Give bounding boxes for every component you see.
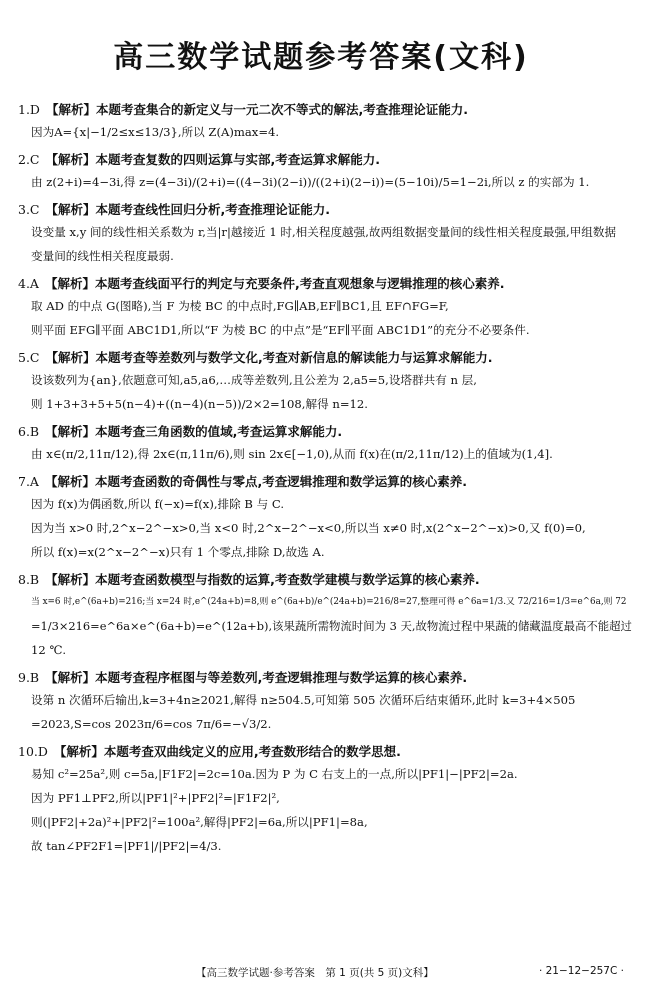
solution-body	[18, 590, 632, 662]
solution-line: 设变量 x,y 间的线性相关系数为 r,当|r|越接近 1 时,相关程度越强,故两组数据变量间的线性相关程度最强,甲组数据变量间的线性相关程度最弱.	[31, 225, 617, 263]
question-item	[18, 200, 624, 268]
solution-line: 取 AD 的中点 G(图略),当 F 为棱 BC 的中点时,FG∥AB,EF∥BC1,且 EF∩FG=F,	[31, 299, 449, 313]
question-summary: 本题考查线面平行的判定与充要条件,考查直观想象与逻辑推理的核心素养.	[94, 276, 505, 291]
question-number: 1.D	[18, 102, 40, 117]
question-number: 9.B	[18, 670, 40, 685]
solution-body	[18, 170, 624, 194]
question-summary: 本题考查三角函数的值域,考查运算求解能力.	[95, 424, 343, 439]
solution-line: 12 ℃.	[31, 643, 67, 657]
solution-line: 则平面 EFG∥平面 ABC1D1,所以“F 为棱 BC 的中点”是“EF∥平面 ABC1D1”的充分不必要条件.	[31, 323, 530, 337]
question-summary: 本题考查函数模型与指数的运算,考查数学建模与数学运算的核心素养.	[95, 572, 480, 587]
question-item	[18, 472, 624, 564]
solution-line: 由 z(2+i)=4−3i,得 z=(4−3i)/(2+i)=((4−3i)(2−i))/((2+i)(2−i))=(5−10i)/5=1−2i,所以 z 的实部为 1.	[31, 175, 590, 189]
question-header	[18, 742, 624, 762]
solution-line: 则(|PF2|+2a)²+|PF2|²=100a²,解得|PF2|=6a,所以|PF1|=8a,	[31, 815, 368, 829]
question-item	[18, 422, 624, 466]
question-item	[18, 274, 624, 342]
solution-line: 因为 f(x)为偶函数,所以 f(−x)=f(x),排除 B 与 C.	[31, 497, 285, 511]
question-number: 5.C	[18, 350, 40, 365]
question-summary: 本题考查程序框图与等差数列,考查逻辑推理与数学运算的核心素养.	[95, 670, 468, 685]
question-item	[18, 668, 624, 736]
question-item	[18, 348, 624, 416]
solution-line: 当 x=6 时,e^(6a+b)=216;当 x=24 时,e^(24a+b)=8,则 e^(6a+b)/e^(24a+b)=216/8=27,整理可得 e^6a=1/3.又 72/216=1/3=e^6a,则 72	[31, 597, 627, 607]
question-number: 8.B	[18, 572, 40, 587]
solution-body	[18, 220, 624, 268]
solution-body	[18, 442, 624, 466]
question-number: 10.D	[18, 744, 48, 759]
question-item	[18, 570, 632, 662]
solution-line: 由 x∈(π/2,11π/12),得 2x∈(π,11π/6),则 sin 2x∈[−1,0),从而 f(x)在(π/2,11π/12)上的值域为(1,4].	[31, 447, 553, 461]
question-item	[18, 100, 624, 144]
question-number: 2.C	[18, 152, 40, 167]
question-summary: 本题考查线性回归分析,考查推理论证能力.	[95, 202, 330, 217]
solution-line: 则 1+3+3+5+5(n−4)+((n−4)(n−5))/2×2=108,解得 n=12.	[31, 397, 368, 411]
solution-body	[18, 688, 624, 736]
question-list	[18, 100, 632, 858]
footer-page-info: 【高三数学试题·参考答案 第 1 页(共 5 页)文科】	[196, 967, 434, 979]
question-number: 3.C	[18, 202, 40, 217]
solution-line: 所以 f(x)=x(2^x−2^−x)只有 1 个零点,排除 D,故选 A.	[31, 545, 325, 559]
analysis-tag: 【解析】	[44, 474, 95, 489]
solution-line: =2023,S=cos 2023π/6=cos 7π/6=−√3/2.	[31, 717, 272, 731]
solution-line: 易知 c²=25a²,则 c=5a,|F1F2|=2c=10a.因为 P 为 C 右支上的一点,所以|PF1|−|PF2|=2a.	[31, 767, 518, 781]
question-header	[18, 348, 624, 368]
question-summary: 本题考查复数的四则运算与实部,考查运算求解能力.	[95, 152, 380, 167]
question-header	[18, 472, 624, 492]
question-header	[18, 150, 624, 170]
analysis-tag: 【解析】	[45, 202, 96, 217]
solution-body	[18, 294, 624, 342]
question-number: 6.B	[18, 424, 40, 439]
solution-body	[18, 492, 624, 564]
page-title: 高三数学试题参考答案(文科)	[113, 40, 529, 75]
analysis-tag: 【解析】	[45, 102, 96, 117]
solution-line: 因为 PF1⊥PF2,所以|PF1|²+|PF2|²=|F1F2|²,	[31, 791, 280, 805]
analysis-tag: 【解析】	[45, 424, 96, 439]
solution-line: =1/3×216=e^6a×e^(6a+b)=e^(12a+b),该果蔬所需物流时间为 3 天,故物流过程中果蔬的储藏温度最高不能超过	[31, 619, 632, 633]
question-summary: 本题考查集合的新定义与一元二次不等式的解法,考查推理论证能力.	[95, 102, 468, 117]
question-summary: 本题考查双曲线定义的应用,考查数形结合的数学思想.	[103, 744, 401, 759]
question-header	[18, 422, 624, 442]
solution-line: 因为当 x>0 时,2^x−2^−x>0,当 x<0 时,2^x−2^−x<0,所以当 x≠0 时,x(2^x−2^−x)>0,又 f(0)=0,	[31, 521, 586, 535]
solution-line: 设第 n 次循环后输出,k=3+4n≥2021,解得 n≥504.5,可知第 505 次循环后结束循环,此时 k=3+4×505	[31, 693, 576, 707]
analysis-tag: 【解析】	[45, 350, 96, 365]
analysis-tag: 【解析】	[44, 276, 95, 291]
solution-body	[18, 368, 624, 416]
analysis-tag: 【解析】	[45, 670, 96, 685]
question-item	[18, 742, 624, 858]
solution-body	[18, 762, 624, 858]
question-summary: 本题考查等差数列与数学文化,考查对新信息的解读能力与运算求解能力.	[95, 350, 493, 365]
question-header	[18, 200, 624, 220]
footer-code: · 21−12−257C ·	[538, 965, 624, 977]
question-number: 7.A	[18, 474, 39, 489]
solution-line: 故 tan∠PF2F1=|PF1|/|PF2|=4/3.	[31, 839, 222, 853]
analysis-tag: 【解析】	[45, 152, 96, 167]
solution-line: 设该数列为{an},依题意可知,a5,a6,…成等差数列,且公差为 2,a5=5,设塔群共有 n 层,	[31, 373, 477, 387]
analysis-tag: 【解析】	[53, 744, 104, 759]
question-header	[18, 570, 624, 590]
solution-body	[18, 120, 624, 144]
question-header	[18, 100, 624, 120]
analysis-tag: 【解析】	[45, 572, 96, 587]
question-header	[18, 274, 624, 294]
question-item	[18, 150, 624, 194]
question-number: 4.A	[18, 276, 39, 291]
question-summary: 本题考查函数的奇偶性与零点,考查逻辑推理和数学运算的核心素养.	[94, 474, 467, 489]
solution-line: 因为A={x|−1/2≤x≤13/3},所以 Z(A)max=4.	[31, 125, 280, 139]
question-header	[18, 668, 624, 688]
